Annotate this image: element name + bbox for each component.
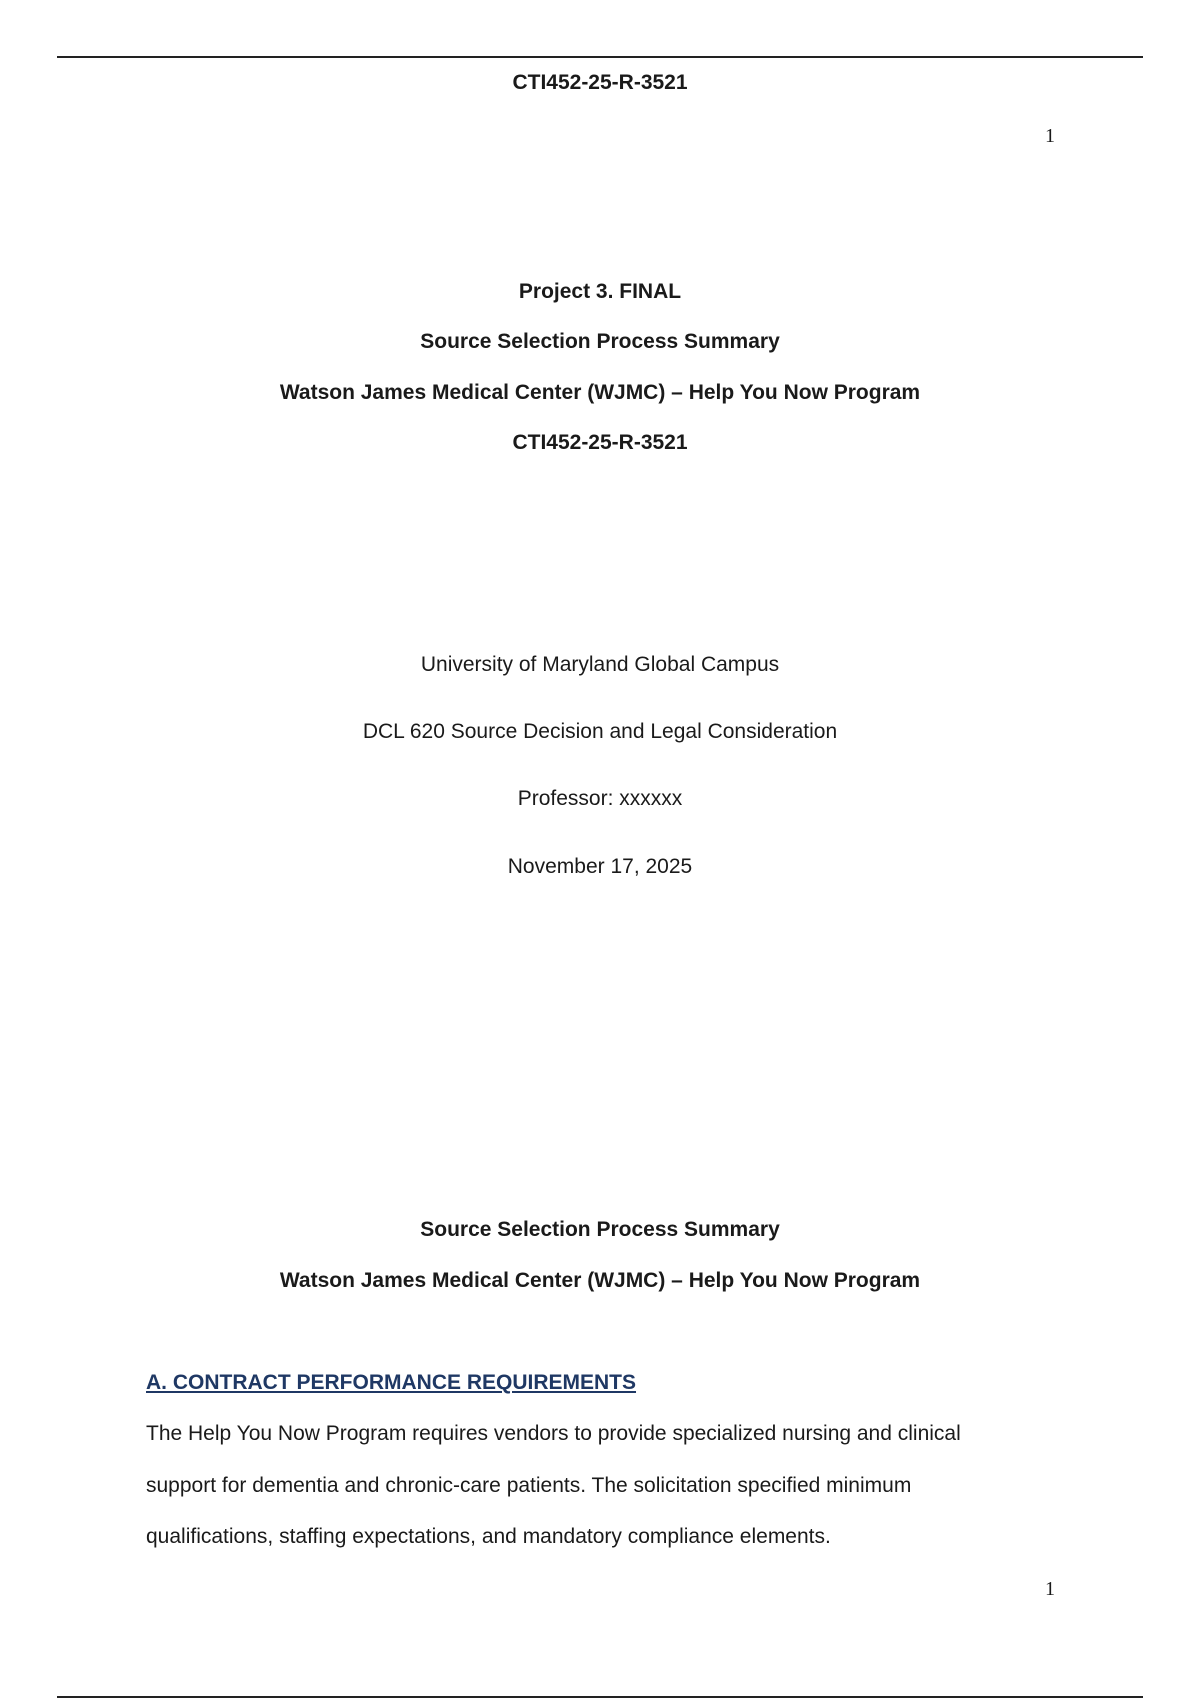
submission-date: November 17, 2025	[507, 855, 693, 878]
running-header-title: CTI452-25-R-3521	[512, 71, 688, 94]
footer-rule	[57, 1696, 1143, 1698]
body-heading-summary: Source Selection Process Summary	[420, 1218, 780, 1241]
institution-name: University of Maryland Global Campus	[420, 653, 780, 676]
title-solicitation-number: CTI452-25-R-3521	[512, 431, 688, 454]
body-heading-program: Watson James Medical Center (WJMC) – Help You Now Program	[279, 1269, 921, 1292]
section-a-paragraph-line: support for dementia and chronic-care patients. The solicitation specified minimum	[146, 1474, 912, 1497]
header-rule	[57, 56, 1143, 58]
section-a-heading: A. CONTRACT PERFORMANCE REQUIREMENTS	[146, 1371, 637, 1394]
section-a-paragraph-line: qualifications, staffing expectations, and mandatory compliance elements.	[146, 1525, 831, 1548]
footer-page-number: 1	[1045, 1578, 1055, 1600]
header-page-number: 1	[1045, 125, 1055, 147]
title-summary: Source Selection Process Summary	[420, 330, 780, 353]
professor-name: Professor: xxxxxx	[517, 787, 683, 810]
course-name: DCL 620 Source Decision and Legal Consideration	[362, 720, 838, 743]
title-project: Project 3. FINAL	[518, 280, 682, 303]
title-program: Watson James Medical Center (WJMC) – Help You Now Program	[279, 381, 921, 404]
section-a-paragraph-line: The Help You Now Program requires vendors to provide specialized nursing and clinical	[146, 1422, 961, 1445]
